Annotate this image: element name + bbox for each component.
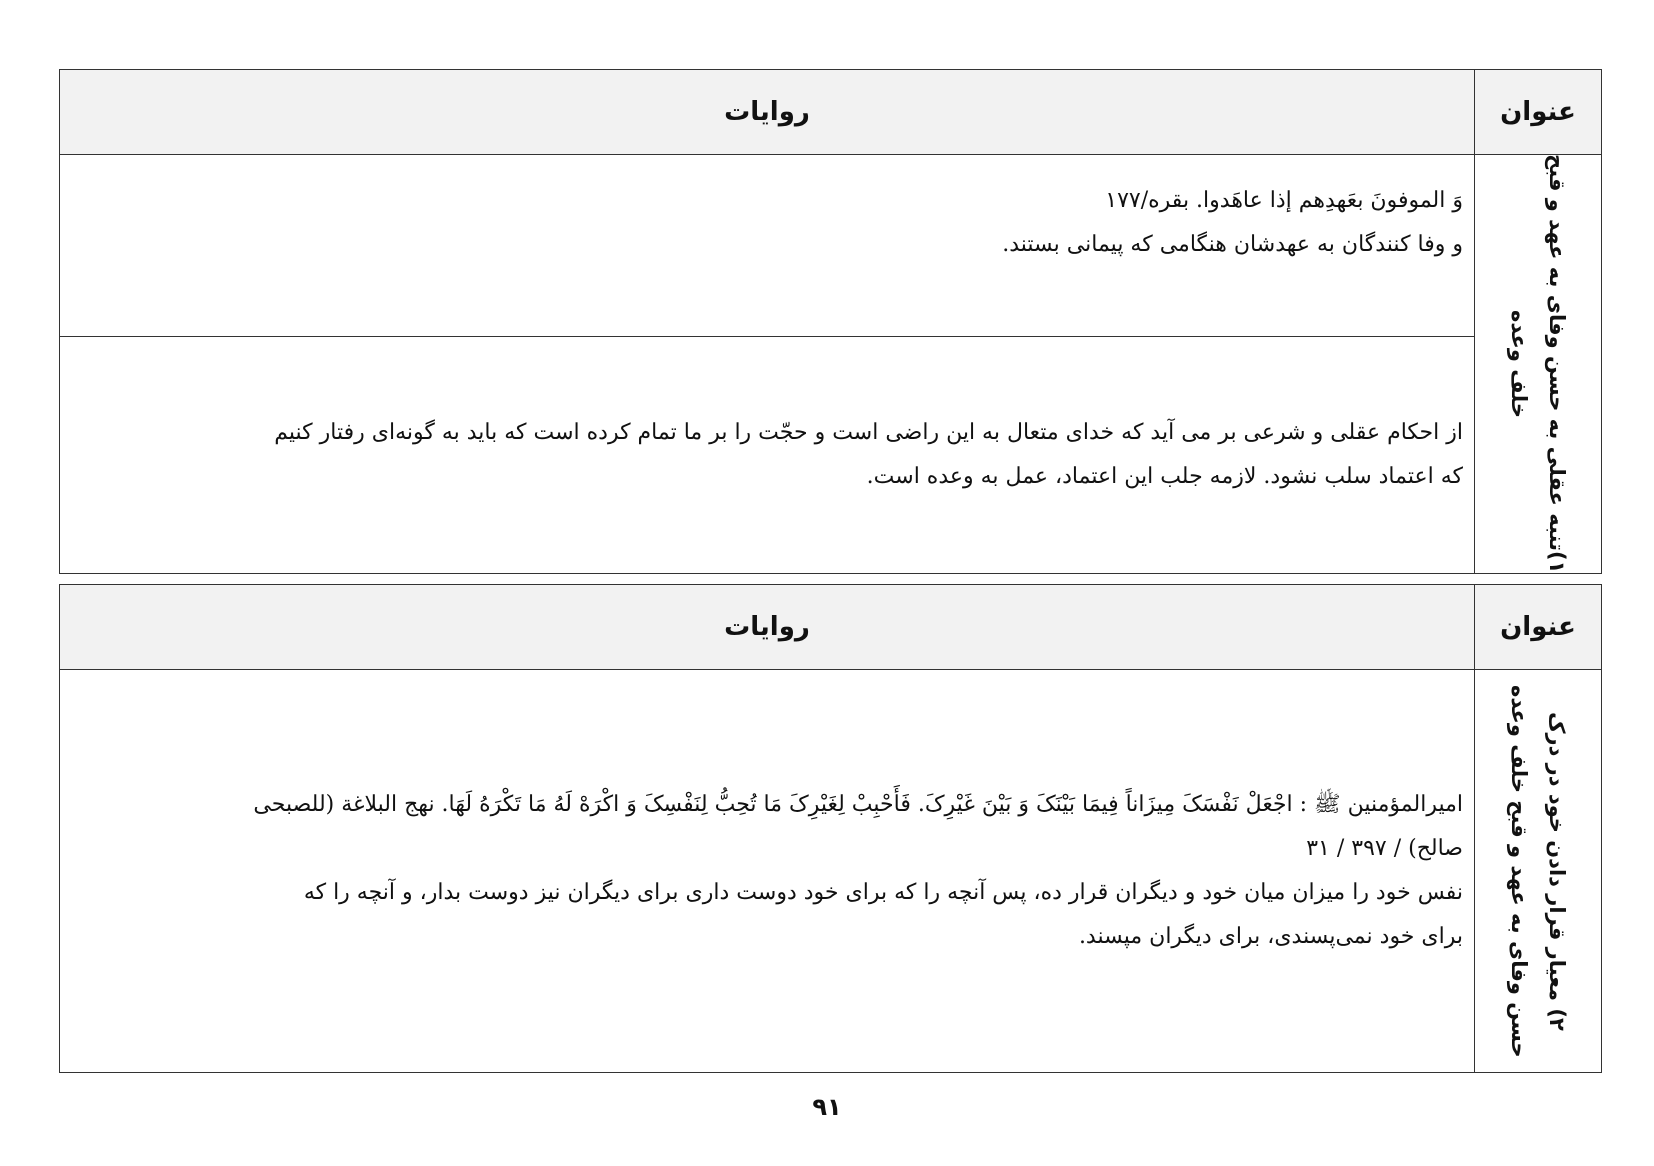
narrations-table-1 — [59, 69, 1602, 574]
page-number: ۹۱ — [812, 1093, 842, 1121]
topic-title-cell — [1475, 670, 1601, 1072]
narration-text: وَ الموفونَ بعَهدِهم إذا عاهَدوا. بقره/۱۷۷ و وفا کنندگان به عهدشان هنگامی که پیمانی بستند. — [1002, 188, 1463, 257]
narration-text: امیرالمؤمنین ﷺ : اجْعَلْ نَفْسَکَ مِیزَاناً فِیمَا بَیْنَکَ وَ بَیْنَ غَیْرِکَ. فَأَحْبِبْ لِغَیْرِکَ مَا تُحِبُّ لِنَفْسِکَ وَ اکْرَهْ لَهُ مَا تَکْرَهُ لَهَا. نهج البلاغة (للصبحی صالح) / ۳۹۷ / ۳۱ نفس خود را میزان میان خود و دیگران قرار ده، پس آنچه را که برای خود دوست داری برای دیگران نیز دوست بدار، و آنچه را که برای خود نمی‌پسندی، برای دیگران مپسند. — [253, 792, 1463, 949]
narration-cell-1 — [60, 155, 1475, 337]
narrations-table-2 — [59, 584, 1602, 1073]
topic-title: ۱)تنبه عقلی به حسن وفای به عهد و قبح خلف وعده — [1507, 154, 1569, 574]
narration-cell-1 — [60, 670, 1475, 1072]
header-title: عنوان — [1475, 585, 1601, 670]
topic-title: ۲) معیار قرار دادن خود در درک حسن وفای به عهد و قبح خلف وعده — [1507, 684, 1569, 1058]
topic-title-cell — [1475, 155, 1601, 573]
narration-text: از احکام عقلی و شرعی بر می آید که خدای متعال به این راضی است و حجّت را بر ما تمام کرده است که باید به گونه‌ای رفتار کنیم که اعتماد سلب نشود. لازمه جلب این اعتماد، عمل به وعده است. — [274, 420, 1463, 489]
narration-cell-2 — [60, 337, 1475, 573]
header-title: عنوان — [1475, 70, 1601, 155]
header-narrations: روایات — [60, 585, 1475, 670]
header-narrations: روایات — [60, 70, 1475, 155]
